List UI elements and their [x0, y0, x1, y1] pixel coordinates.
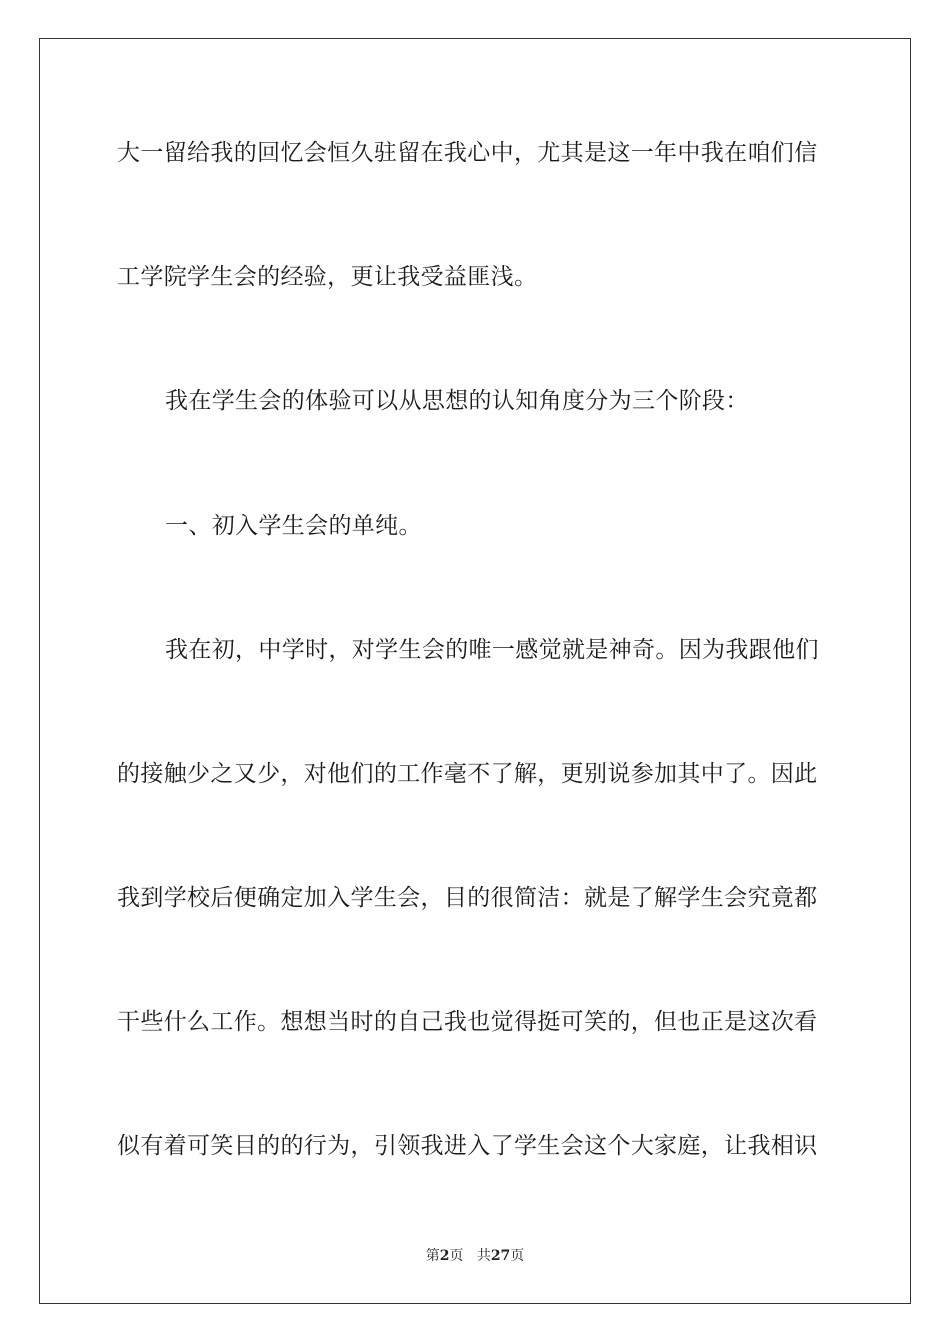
- footer-total-unit: 页: [510, 1248, 525, 1264]
- footer-total-pages: 27: [490, 1248, 511, 1264]
- footer-total-prefix: 共: [476, 1248, 491, 1264]
- page-frame: [39, 38, 911, 1304]
- text-line-8: 干些什么工作。想想当时的自己我也觉得挺可笑的，但也正是这次看: [117, 1009, 818, 1035]
- page-footer: [0, 1247, 950, 1265]
- text-line-1: 大一留给我的回忆会恒久驻留在我心中，尤其是这一年中我在咱们信: [117, 140, 818, 166]
- footer-page-number: 2: [439, 1248, 450, 1264]
- text-line-2: 工学院学生会的经验，更让我受益匪浅。: [117, 264, 538, 290]
- text-line-6: 的接触少之又少，对他们的工作毫不了解，更别说参加其中了。因此: [117, 761, 818, 787]
- footer-page-prefix: 第: [425, 1248, 440, 1264]
- text-line-7: 我到学校后便确定加入学生会，目的很简洁：就是了解学生会究竟都: [117, 885, 818, 911]
- text-line-3: 我在学生会的体验可以从思想的认知角度分为三个阶段：: [165, 388, 749, 414]
- text-line-5: 我在初，中学时，对学生会的唯一感觉就是神奇。因为我跟他们: [165, 637, 819, 663]
- text-line-9: 似有着可笑目的的行为，引领我进入了学生会这个大家庭，让我相识: [117, 1133, 818, 1159]
- footer-page-unit: 页: [449, 1248, 464, 1264]
- section-heading: 一、初入学生会的单纯。: [165, 513, 422, 539]
